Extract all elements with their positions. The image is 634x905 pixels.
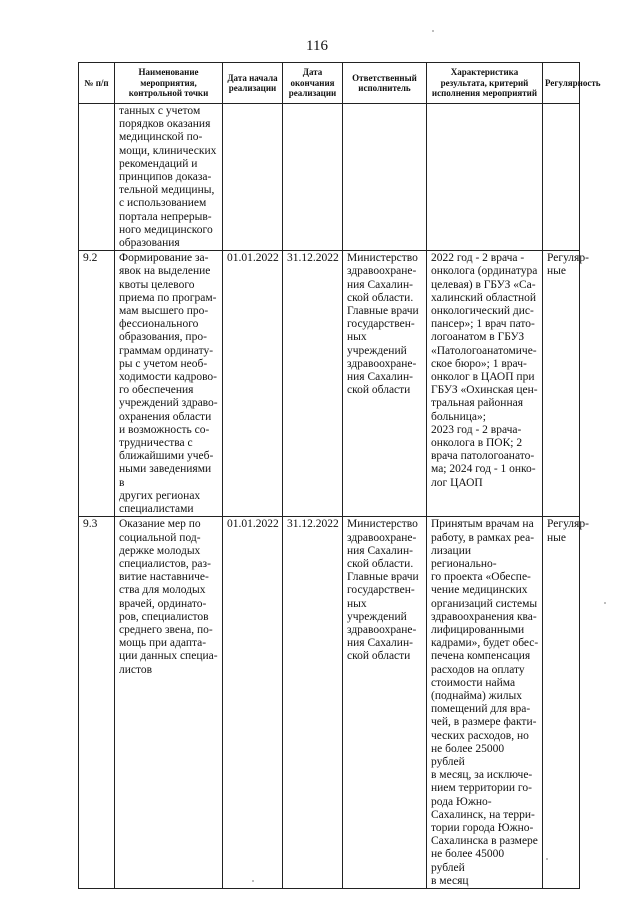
measures-table <box>78 62 601 889</box>
cell-responsible <box>343 104 427 251</box>
cell-responsible: Министерство здравоохране- ния Сахалин- ской области. Главные врачи государствен- ных учреждений здравоохране- ния Сахалин- ской области <box>343 517 427 889</box>
cell-start-date: 01.01.2022 <box>223 517 283 889</box>
cell-characteristic: 2022 год - 2 врача - онколога (ординатура целевая) в ГБУЗ «Са- халинский областной онкологический дис- пансер»; 1 врач пато- логоанатом в ГБУЗ «Патологоанатомиче- ское бюро»; 1 врач- онколог в ЦАОП при ГБУЗ «Охинская цен- тральная районная больница»; 2023 год - 2 врача- онколога в ПОК; 2 врача патологоанато- ма; 2024 год - 1 онко- лог ЦАОП <box>427 251 543 517</box>
page-number: 116 <box>306 38 328 54</box>
cell-name: танных с учетом порядков оказания медицинской по- мощи, клинических рекомендаций и принципов доказа- тельной медицины, с использованием портала непрерыв- ного медицинского образования <box>115 104 223 251</box>
header-end-date: Дата окончания реализации <box>283 63 343 104</box>
table-row <box>79 251 580 517</box>
table-row <box>79 517 580 889</box>
cell-name: Формирование за- явок на выделение квоты целевого приема по програм- мам высшего про- фессионального образования, про- граммам ординату- ры с учетом необ- ходимости кадрово- го обеспечения учреждений здраво- охранения области и возможность со- трудничества с ближайшими учеб- ными заведениями в других регионах специалистами <box>115 251 223 517</box>
table-row <box>79 104 580 251</box>
cell-end-date: 31.12.2022 <box>283 517 343 889</box>
cell-end-date <box>283 104 343 251</box>
cell-num <box>79 104 115 251</box>
cell-regularity: Регуляр- ные <box>543 251 580 517</box>
table-header-row <box>79 63 580 104</box>
cell-regularity <box>543 104 580 251</box>
cell-num: 9.2 <box>79 251 115 517</box>
cell-start-date: 01.01.2022 <box>223 251 283 517</box>
cell-regularity: Регуляр- ные <box>543 517 580 889</box>
cell-num: 9.3 <box>79 517 115 889</box>
scan-speck <box>604 602 606 604</box>
header-num: № п/п <box>79 63 115 104</box>
header-name: Наименование мероприятия, контрольной точки <box>115 63 223 104</box>
cell-characteristic <box>427 104 543 251</box>
cell-end-date: 31.12.2022 <box>283 251 343 517</box>
header-start-date: Дата начала реализации <box>223 63 283 104</box>
cell-responsible: Министерство здравоохране- ния Сахалин- ской области. Главные врачи государствен- ных учреждений здравоохране- ния Сахалин- ской области <box>343 251 427 517</box>
cell-start-date <box>223 104 283 251</box>
cell-name: Оказание мер по социальной под- держке молодых специалистов, раз- витие наставниче- ства для молодых врачей, ординато- ров, специалистов среднего звена, по- мощь при адапта- ции данных специа- листов <box>115 517 223 889</box>
scan-speck <box>546 858 548 860</box>
header-characteristic: Характеристика результата, критерий исполнения мероприятий <box>427 63 543 104</box>
header-responsible: Ответственный исполнитель <box>343 63 427 104</box>
scan-speck <box>432 30 434 32</box>
header-regularity: Регулярность <box>543 63 580 104</box>
scan-speck <box>252 880 254 882</box>
cell-characteristic: Принятым врачам на работу, в рамках реа- лизации регионально- го проекта «Обеспе- чение медицинских организаций системы здравоохранения ква- лифицированными кадрами», будет обес- печена компенсация расходов на оплату стоимости найма (поднайма) жилых помещений для вра- чей, в размере факти- ческих расходов, но не более 25000 рублей в месяц, за исключе- нием территории го- рода Южно- Сахалинск, на терри- тории города Южно- Сахалинска в размере не более 45000 рублей в месяц <box>427 517 543 889</box>
